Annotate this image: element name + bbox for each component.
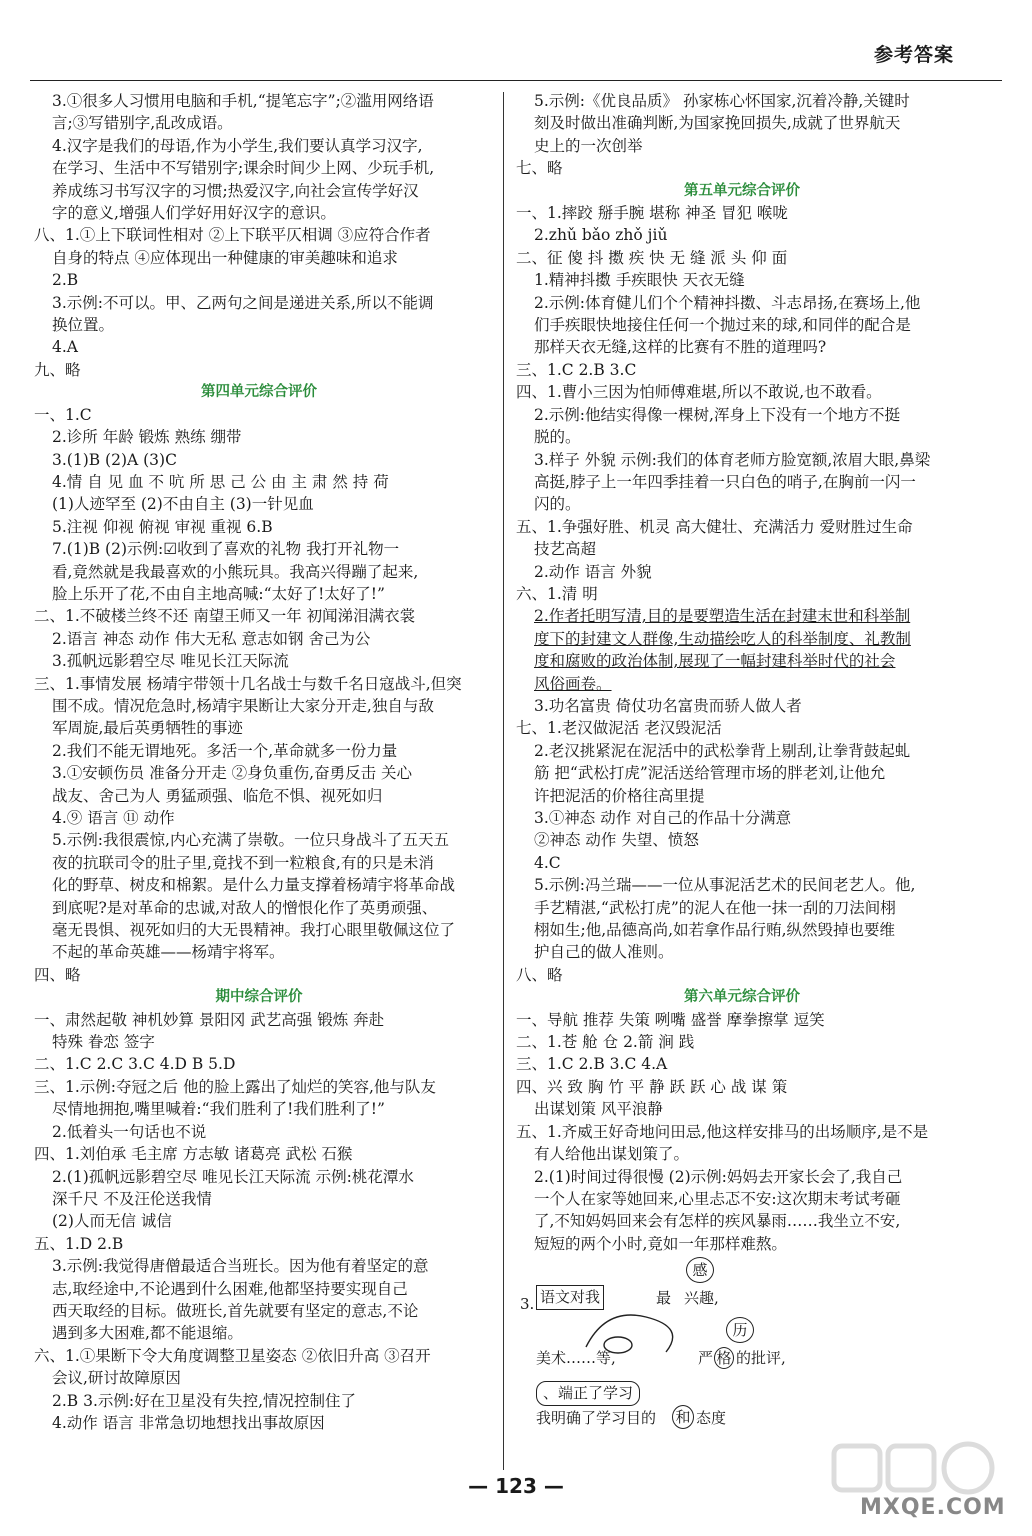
section-title: 第四单元综合评价 bbox=[201, 384, 317, 401]
answer-line: 们手疾眼快地接住任何一个抛过来的球,和同伴的配合是 bbox=[534, 316, 911, 335]
answer-line: 2.(1)时间过得很慢 (2)示例:妈妈去开家长会了,我自己 bbox=[534, 1167, 903, 1186]
answer-line: 3.(1)B (2)A (3)C bbox=[52, 450, 177, 469]
diagram-circle-2: 历 bbox=[726, 1317, 754, 1343]
answer-line: 栩如生;他,品德高尚,如若拿作品行贿,纵然毁掉也要维 bbox=[534, 921, 896, 940]
answer-line: 4.动作 语言 非常急切地想找出事故原因 bbox=[52, 1413, 325, 1432]
answer-line: 九、略 bbox=[34, 360, 81, 379]
answer-line: 4.汉字是我们的母语,作为小学生,我们要认真学习汉字, bbox=[52, 136, 423, 155]
answer-line: 2.(1)孤帆远影碧空尽 唯见长江天际流 示例:桃花潭水 bbox=[52, 1167, 414, 1186]
answer-line: 筋 把“武松打虎”泥活送给管理市场的胖老刘,让他允 bbox=[534, 764, 886, 783]
answer-line: 一、1.C bbox=[34, 405, 92, 424]
answer-line: 2.zhǔ bǎo zhǒ jiǔ bbox=[534, 226, 668, 245]
answer-line: 4.C bbox=[534, 853, 561, 872]
answer-line: 护自己的做人准则。 bbox=[534, 943, 674, 962]
diagram-text: 的批评, bbox=[736, 1349, 786, 1368]
answer-line: 短短的两个小时,竟如一年那样难熬。 bbox=[534, 1234, 787, 1253]
diagram-box-2: 、端正了学习 bbox=[536, 1381, 640, 1405]
answer-line: 了,不知妈妈回来会有怎样的疾风暴雨……我坐立不安, bbox=[534, 1212, 901, 1231]
answer-line: 夜的抗联司令的肚子里,竟找不到一粒粮食,有的只是未消 bbox=[52, 853, 434, 872]
answer-line: 风俗画卷。 bbox=[534, 674, 612, 693]
answer-line: 2.诊所 年龄 锻炼 熟练 绷带 bbox=[52, 428, 242, 447]
answer-line: 六、1.①果断下令大角度调整卫星姿态 ②依旧升高 ③召开 bbox=[34, 1346, 431, 1365]
diagram-circle-1: 感 bbox=[686, 1257, 714, 1283]
diagram-text: 美术……等, bbox=[536, 1349, 616, 1368]
diagram-text: 最 bbox=[656, 1289, 672, 1308]
answer-line: 一、肃然起敬 神机妙算 景阳冈 武艺高强 锻炼 奔赴 bbox=[34, 1010, 385, 1029]
answer-line: 七、1.老汉做泥活 老汉毁泥活 bbox=[516, 719, 722, 738]
answer-line: 六、1.清 明 bbox=[516, 584, 598, 603]
answer-line: 毫无畏惧、视死如归的大无畏精神。我打心眼里敬佩这位了 bbox=[52, 921, 456, 940]
answer-line: 3.示例:不可以。甲、乙两句之间是递进关系,所以不能调 bbox=[52, 293, 434, 312]
answer-line: 出谋划策 风平浪静 bbox=[534, 1100, 663, 1119]
answer-line: 4.A bbox=[52, 338, 78, 357]
answer-line: 二、1.苍 舱 仓 2.箭 涧 践 bbox=[516, 1033, 695, 1052]
answer-line: 高挺,脖子上一年四季挂着一只白色的哨子,在胸前一闪一 bbox=[534, 472, 916, 491]
diagram-box-1: 语文对我 bbox=[536, 1285, 604, 1309]
answer-line: 二、征 傻 抖 擞 疾 快 无 缝 派 头 仰 面 bbox=[516, 248, 788, 267]
diagram-text: 兴趣, bbox=[684, 1289, 719, 1308]
answer-line: 字的意义,增强人们学好用好汉字的意识。 bbox=[52, 204, 336, 223]
answer-line: 遇到多大困难,都不能退缩。 bbox=[52, 1324, 243, 1343]
answer-line: 养成练习书写汉字的习惯;热爱汉字,向社会宣传学好汉 bbox=[52, 181, 419, 200]
answer-line: 五、1.D 2.B bbox=[34, 1234, 124, 1253]
answer-line: 2.示例:他结实得像一棵树,浑身上下没有一个地方不挺 bbox=[534, 405, 900, 424]
answer-line: 二、1.C 2.C 3.C 4.D B 5.D bbox=[34, 1055, 236, 1074]
diagram-circle-3: 和 bbox=[672, 1405, 694, 1429]
answer-line: 2.B bbox=[52, 271, 79, 290]
answer-line: 一、导航 推荐 失策 咧嘴 盛誉 摩拳擦掌 逗笑 bbox=[516, 1010, 825, 1029]
answer-line: 四、1.刘伯承 毛主席 方志敏 诸葛亮 武松 石猴 bbox=[34, 1145, 353, 1164]
answer-line: 七、略 bbox=[516, 159, 563, 178]
answer-line: 自身的特点 ④应体现出一种健康的审美趣味和追求 bbox=[52, 248, 398, 267]
answer-line: 二、1.不破楼兰终不还 南望王师又一年 初闻涕泪满衣裳 bbox=[34, 607, 416, 626]
answer-line: 五、1.争强好胜、机灵 高大健壮、充满活力 爱财胜过生命 bbox=[516, 517, 913, 536]
answer-line: 军周旋,最后英勇牺牲的事迹 bbox=[52, 719, 243, 738]
answer-line: 5.注视 仰视 俯视 审视 重视 6.B bbox=[52, 517, 273, 536]
section-title: 第六单元综合评价 bbox=[684, 989, 800, 1006]
answer-line: 西天取经的目标。做班长,首先就要有坚定的意志,不论 bbox=[52, 1301, 419, 1320]
column-divider bbox=[503, 92, 504, 1470]
answer-line: 在学习、生活中不写错别字;课余时间少上网、少玩手机, bbox=[52, 159, 435, 178]
answer-line: (2)人而无信 诚信 bbox=[52, 1212, 172, 1231]
answer-line: (1)人迹罕至 (2)不由自主 (3)一针见血 bbox=[52, 495, 314, 514]
watermark-text: MXQE.COM bbox=[860, 1495, 1006, 1520]
page-header-title: 参考答案 bbox=[873, 44, 954, 66]
answer-line: 言;③写错别字,乱改成语。 bbox=[52, 114, 233, 133]
answer-line: 2.老汉挑紧泥在泥活中的武松拳背上剔刮,让拳背鼓起虬 bbox=[534, 741, 911, 760]
answer-line: 许把泥活的价格往高里提 bbox=[534, 786, 705, 805]
answer-line: 四、兴 致 胸 竹 平 静 跃 跃 心 战 谋 策 bbox=[516, 1077, 788, 1096]
answer-line: 3.①神态 动作 对自己的作品十分满意 bbox=[534, 809, 792, 827]
answer-line: 史上的一次创举 bbox=[534, 136, 643, 155]
answer-line: 闪的。 bbox=[534, 495, 581, 514]
answer-line: 3.功名富贵 倚仗功名富贵而骄人做人者 bbox=[534, 696, 802, 715]
answer-line: 技艺高超 bbox=[534, 540, 597, 559]
answer-line: 换位置。 bbox=[52, 316, 115, 335]
page-number: — 123 — bbox=[468, 1474, 564, 1498]
answer-line: 度和腐败的政治体制,展现了一幅封建科举时代的社会 bbox=[534, 652, 896, 671]
answer-line: 志,取经途中,不论遇到什么困难,他都坚持要实现自己 bbox=[52, 1279, 408, 1298]
answer-line: 三、1.示例:夺冠之后 他的脸上露出了灿烂的笑容,他与队友 bbox=[34, 1077, 436, 1096]
answer-line: 会议,研讨故障原因 bbox=[52, 1369, 181, 1388]
left-column bbox=[34, 90, 484, 1434]
revision-diagram bbox=[516, 1255, 968, 1428]
answer-line: 3.样子 外貌 示例:我们的体育老师方脸宽额,浓眉大眼,鼻梁 bbox=[534, 450, 931, 469]
answer-line: 一个人在家等她回来,心里忐忑不安:这次期末考试考砸 bbox=[534, 1189, 901, 1208]
answer-line: 2.动作 语言 外貌 bbox=[534, 562, 652, 581]
answer-line: 那样天衣无缝,这样的比赛有不胜的道理吗? bbox=[534, 338, 827, 357]
answer-line: 脸上乐开了花,不由自主地高喊:“太好了!太好了!” bbox=[52, 584, 385, 603]
answer-line: 5.示例:《优良品质》 孙家栋心怀国家,沉着冷静,关键时 bbox=[534, 92, 910, 110]
answer-line: 化的野草、树皮和棉絮。是什么力量支撑着杨靖宇将革命战 bbox=[52, 876, 456, 895]
diagram-text: 态度 bbox=[696, 1409, 727, 1428]
answer-line: 2.低着头一句话也不说 bbox=[52, 1122, 207, 1141]
answer-line: 尽情地拥抱,嘴里喊着:“我们胜利了!我们胜利了!” bbox=[52, 1100, 385, 1119]
answer-line: 三、1.C 2.B 3.C 4.A bbox=[516, 1055, 668, 1074]
answer-line: 2.我们不能无谓地死。多活一个,革命就多一份力量 bbox=[52, 741, 398, 760]
answer-line: 2.B 3.示例:好在卫星没有失控,情况控制住了 bbox=[52, 1391, 357, 1410]
right-column bbox=[516, 90, 968, 1428]
answer-line: 手艺精湛,“武松打虎”的泥人在他一抹一刮的刀法间栩 bbox=[534, 898, 896, 917]
header-rule bbox=[30, 80, 1002, 81]
answer-line: 深千尺 不及汪伦送我情 bbox=[52, 1189, 212, 1208]
answer-line: 有人给他出谋划策了。 bbox=[534, 1145, 690, 1164]
section-title: 第五单元综合评价 bbox=[684, 182, 800, 199]
answer-line: 刻及时做出准确判断,为国家挽回损失,成就了世界航天 bbox=[534, 114, 901, 133]
answer-line: 7.(1)B (2)示例:☑收到了喜欢的礼物 我打开礼物一 bbox=[52, 540, 400, 559]
answer-line: 4.情 自 见 血 不 吭 所 思 己 公 由 主 肃 然 持 荷 bbox=[52, 472, 389, 491]
diagram-number: 3. bbox=[520, 1295, 535, 1314]
answer-line: ②神态 动作 失望、愤怒 bbox=[534, 831, 699, 850]
answer-line: 五、1.齐威王好奇地问田忌,他这样安排马的出场顺序,是不是 bbox=[516, 1122, 929, 1141]
answer-line: 一、1.摔跤 掰手腕 堪称 神圣 冒犯 喉咙 bbox=[516, 204, 788, 223]
answer-line: 2.作者托明写清,目的是要塑造生活在封建末世和科举制 bbox=[534, 607, 911, 626]
answer-line: 3.①安顿伤员 准备分开走 ②身负重伤,奋勇反击 关心 bbox=[52, 764, 412, 783]
diagram-curve-icon bbox=[576, 1307, 716, 1357]
answer-line: 1.精神抖擞 手疾眼快 天衣无缝 bbox=[534, 271, 745, 290]
answer-line: 到底呢?是对革命的忠诚,对敌人的憎恨化作了英勇顽强、 bbox=[52, 898, 438, 917]
answer-line: 四、略 bbox=[34, 965, 81, 984]
answer-line: 2.语言 神态 动作 伟大无私 意志如钢 舍己为公 bbox=[52, 629, 371, 648]
answer-line: 八、1.①上下联词性相对 ②上下联平仄相调 ③应符合作者 bbox=[34, 226, 431, 245]
answer-line: 特殊 眷恋 签字 bbox=[52, 1033, 155, 1052]
answer-line: 三、1.C 2.B 3.C bbox=[516, 360, 637, 379]
answer-line: 2.示例:体育健儿们个个精神抖擞、斗志昂扬,在赛场上,他 bbox=[534, 293, 921, 312]
answer-line: 看,竟然就是我最喜欢的小熊玩具。我高兴得蹦了起来, bbox=[52, 562, 419, 581]
answer-line: 四、1.曹小三因为怕师傅难堪,所以不敢说,也不敢看。 bbox=[516, 383, 882, 402]
answer-line: 度下的封建文人群像,生动描绘吃人的科举制度、礼教制 bbox=[534, 629, 911, 648]
diagram-circle-2b: 格 bbox=[714, 1347, 734, 1369]
answer-line: 4.⑨ 语言 ⑪ 动作 bbox=[52, 809, 175, 827]
answer-line: 3.示例:我觉得唐僧最适合当班长。因为他有着坚定的意 bbox=[52, 1257, 429, 1276]
answer-line: 不起的革命英雄——杨靖宇将军。 bbox=[52, 943, 285, 962]
answer-line: 脱的。 bbox=[534, 428, 581, 447]
section-title: 期中综合评价 bbox=[215, 989, 303, 1006]
answer-line: 3.孤帆远影碧空尽 唯见长江天际流 bbox=[52, 652, 289, 671]
answer-line: 战友、舍己为人 勇猛顽强、临危不惧、视死如归 bbox=[52, 786, 383, 805]
answer-line: 5.示例:冯兰瑞——一位从事泥活艺术的民间老艺人。他, bbox=[534, 876, 916, 895]
answer-line: 八、略 bbox=[516, 965, 563, 984]
answer-line: 围不成。情况危急时,杨靖宇果断让大家分开走,独自与敌 bbox=[52, 696, 434, 715]
answer-line: 3.①很多人习惯用电脑和手机,“提笔忘字”;②滥用网络语 bbox=[52, 92, 434, 110]
diagram-text: 我明确了学习目的 bbox=[536, 1409, 657, 1428]
answer-line: 三、1.事情发展 杨靖宇带领十几名战士与数千名日寇战斗,但突 bbox=[34, 674, 462, 693]
answer-line: 5.示例:我很震惊,内心充满了崇敬。一位只身战斗了五天五 bbox=[52, 831, 449, 850]
diagram-text: 严 bbox=[698, 1349, 714, 1368]
